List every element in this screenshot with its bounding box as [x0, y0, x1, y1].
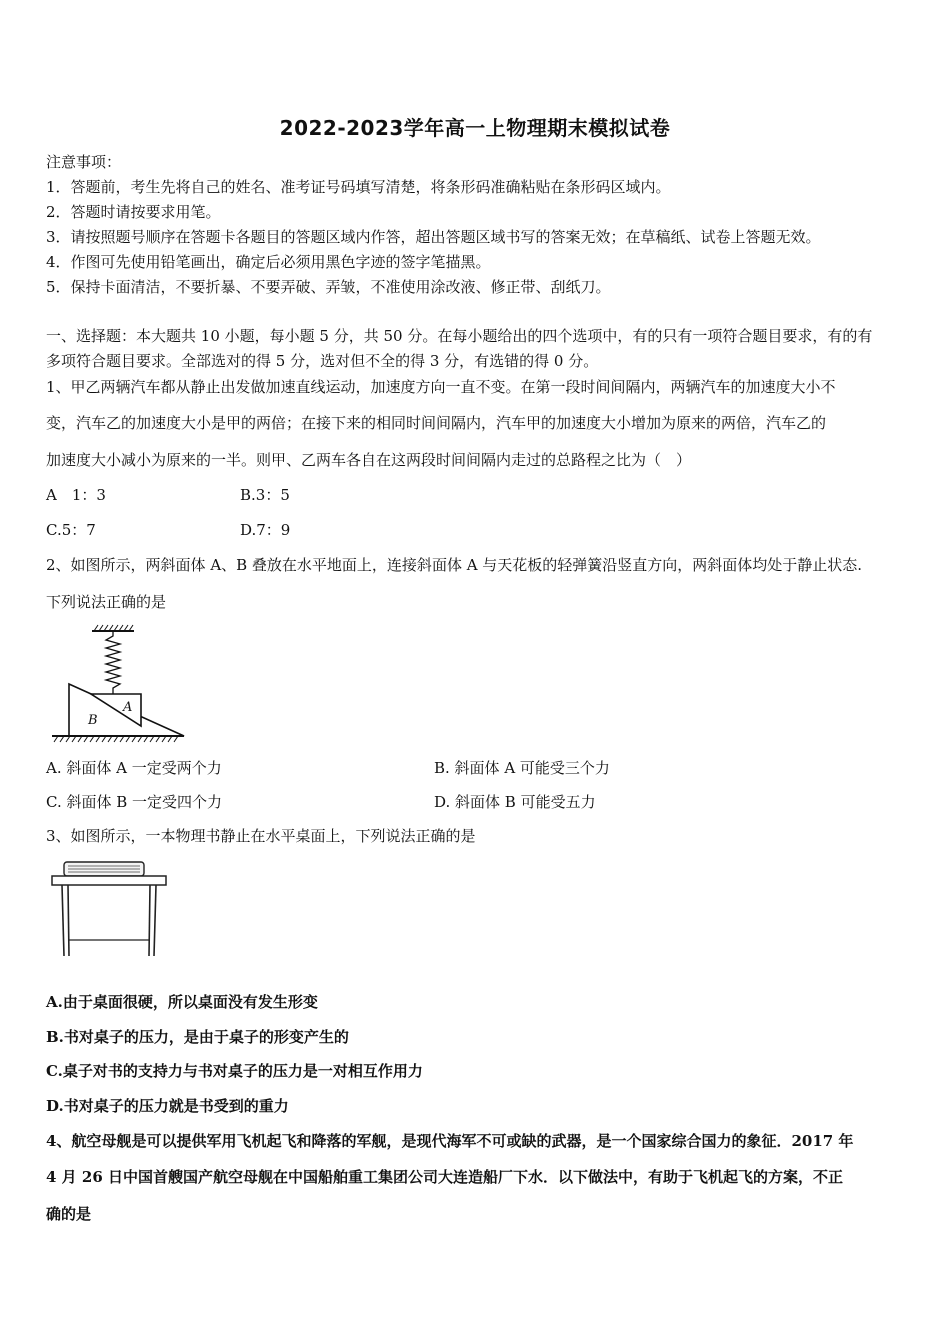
table-legs — [62, 885, 156, 956]
label-b: B — [88, 713, 98, 728]
question-3-option-d: D.书对桌子的压力就是书受到的重力 — [46, 1097, 289, 1115]
question-4-stem: 确的是 — [46, 1205, 92, 1223]
notice-item: 2．答题时请按要求用笔。 — [46, 203, 221, 221]
label-a: A — [123, 700, 133, 715]
question-2-stem: 2、如图所示，两斜面体 A、B 叠放在水平地面上，连接斜面体 A 与天花板的轻弹簧沿竖直方向，两斜面体均处于静止状态. — [46, 556, 863, 574]
question-3-option-c: C.桌子对书的支持力与书对桌子的压力是一对相互作用力 — [46, 1062, 423, 1080]
notice-heading: 注意事项： — [46, 153, 122, 171]
question-3-option-a: A.由于桌面很硬，所以桌面没有发生形变 — [46, 993, 318, 1011]
question-2-option-b: B. 斜面体 A 可能受三个力 — [434, 759, 610, 777]
question-2-option-c: C. 斜面体 B 一定受四个力 — [46, 793, 223, 811]
book-on-table-figure — [50, 858, 170, 960]
page-title: 2022-2023学年高一上物理期末模拟试卷 — [279, 116, 671, 140]
question-1-option-a: A 1：3 — [46, 486, 106, 504]
notice-item: 3．请按照题号顺序在答题卡各题目的答题区域内作答，超出答题区域书写的答案无效；在草稿纸、试卷上答题无效。 — [46, 228, 821, 246]
question-1-stem: 加速度大小减小为原来的一半。则甲、乙两车各自在这两段时间间隔内走过的总路程之比为（ ） — [46, 451, 692, 469]
spring — [106, 631, 120, 694]
section-instructions: 一、选择题：本大题共 10 小题，每小题 5 分，共 50 分。在每小题给出的四个选项中，有的只有一项符合题目要求，有的有 — [46, 327, 873, 345]
section-instructions: 多项符合题目要求。全部选对的得 5 分，选对但不全的得 3 分，有选错的得 0 分。 — [46, 352, 599, 370]
question-1-option-c: C.5：7 — [46, 521, 96, 539]
question-1-stem: 变，汽车乙的加速度大小是甲的两倍；在接下来的相同时间间隔内，汽车甲的加速度大小增加为原来的两倍，汽车乙的 — [46, 414, 827, 432]
question-1-option-d: D.7：9 — [240, 521, 291, 539]
question-4-stem: 4 月 26 日中国首艘国产航空母舰在中国船舶重工集团公司大连造船厂下水．以下做法中，有助于飞机起飞的方案，不正 — [46, 1168, 843, 1186]
question-2-option-a: A. 斜面体 A 一定受两个力 — [46, 759, 222, 777]
question-2-option-d: D. 斜面体 B 可能受五力 — [434, 793, 596, 811]
question-1-option-b: B.3：5 — [240, 486, 290, 504]
question-4-stem: 4、航空母舰是可以提供军用飞机起飞和降落的军舰，是现代海军不可或缺的武器，是一个国家综合国力的象征．2017 年 — [46, 1132, 854, 1150]
question-3-stem: 3、如图所示，一本物理书静止在水平桌面上，下列说法正确的是 — [46, 827, 476, 845]
notice-item: 5．保持卡面清洁，不要折暴、不要弄破、弄皱，不准使用涂改液、修正带、刮纸刀。 — [46, 278, 611, 296]
notice-item: 1．答题前，考生先将自己的姓名、准考证号码填写清楚，将条形码准确粘贴在条形码区域内。 — [46, 178, 671, 196]
incline-spring-figure — [44, 622, 189, 747]
notice-item: 4．作图可先使用铅笔画出，确定后必须用黑色字迹的签字笔描黑。 — [46, 253, 491, 271]
table-top — [52, 876, 166, 885]
question-2-stem: 下列说法正确的是 — [46, 593, 167, 611]
question-3-option-b: B.书对桌子的压力，是由于桌子的形变产生的 — [46, 1028, 349, 1046]
question-1-stem: 1、甲乙两辆汽车都从静止出发做加速直线运动，加速度方向一直不变。在第一段时间间隔内，两辆汽车的加速度大小不 — [46, 378, 836, 396]
